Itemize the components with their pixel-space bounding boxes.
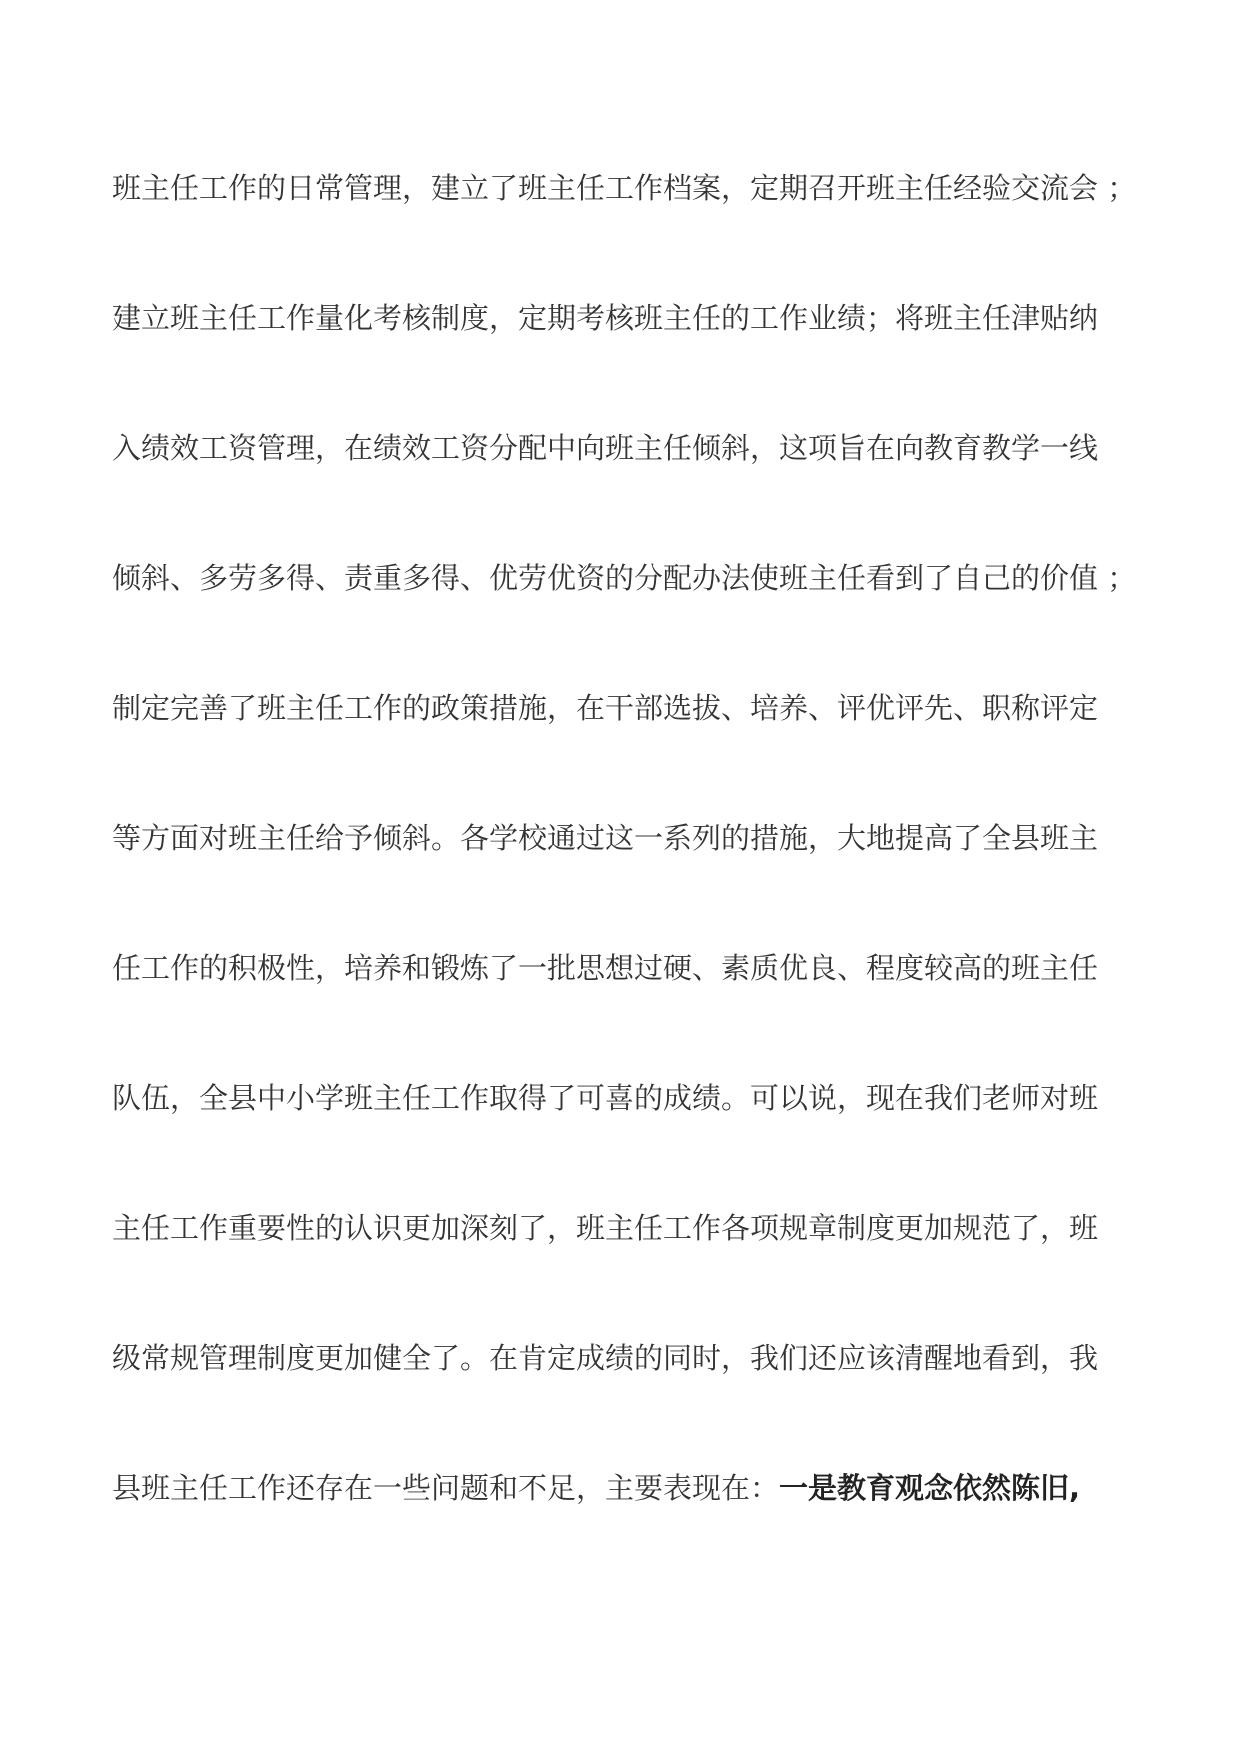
text-line-11-normal: 县班主任工作还存在一些问题和不足，主要表现在： <box>112 1471 780 1505</box>
text-line-9: 主任工作重要性的认识更加深刻了，班主任工作各项规章制度更加规范了，班 <box>112 1211 1099 1245</box>
text-line-10: 级常规管理制度更加健全了。在肯定成绩的同时，我们还应该清醒地看到，我 <box>112 1341 1099 1375</box>
body-text <box>112 168 1152 1598</box>
text-line-6: 等方面对班主任给予倾斜。各学校通过这一系列的措施，大地提高了全县班主 <box>112 821 1099 855</box>
text-line-3: 入绩效工资管理，在绩效工资分配中向班主任倾斜，这项旨在向教育教学一线 <box>112 431 1099 465</box>
text-line-11-bold: 一是教育观念依然陈旧, <box>779 1471 1081 1505</box>
text-line-8: 队伍，全县中小学班主任工作取得了可喜的成绩。可以说，现在我们老师对班 <box>112 1081 1099 1115</box>
text-line-1: 班主任工作的日常管理，建立了班主任工作档案，定期召开班主任经验交流会 ； <box>112 171 1137 205</box>
text-line-5: 制定完善了班主任工作的政策措施，在干部选拔、培养、评优评先、职称评定 <box>112 691 1099 725</box>
text-line-7: 任工作的积极性，培养和锻炼了一批思想过硬、素质优良、程度较高的班主任 <box>112 951 1099 985</box>
text-line-4: 倾斜、多劳多得、责重多得、优劳优资的分配办法使班主任看到了自己的价值 ； <box>112 561 1137 595</box>
text-line-11 <box>112 1468 1152 1598</box>
text-line-2: 建立班主任工作量化考核制度，定期考核班主任的工作业绩；将班主任津贴纳 <box>112 301 1099 335</box>
